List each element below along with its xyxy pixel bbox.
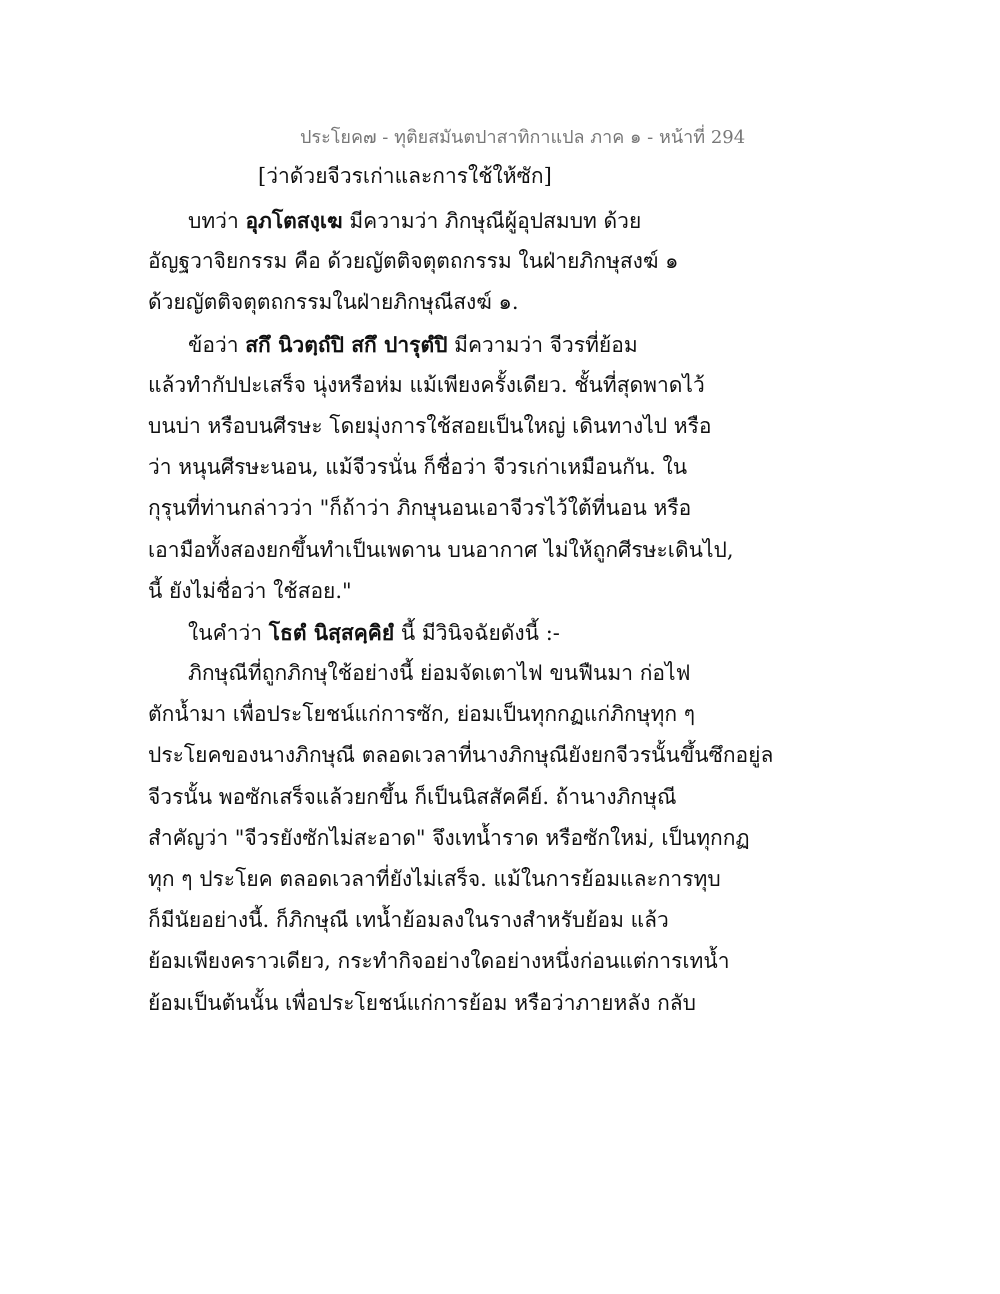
text-line: แล้วทำกัปปะเสร็จ นุ่งหรือห่ม แม้เพียงครั้งเดียว. ชั้นที่สุดพาดไว้	[148, 372, 705, 397]
text-line: ย้อมเป็นต้นนั้น เพื่อประโยชน์แก่การย้อม หรือว่าภายหลัง กลับ	[148, 990, 696, 1015]
text-line: ข้อว่า สกึ นิวตฺถํปิ สกึ ปารุตํปิ มีความว่า จีวรที่ย้อม	[188, 331, 638, 357]
text-line: อัญฐวาจิยกรรม คือ ด้วยญัตติจตุตถกรรม ในฝ่ายภิกษุสงฆ์ ๑	[148, 249, 679, 274]
pali-term: โธตํ นิสฺสคฺคิยํ	[268, 619, 395, 645]
text-line: ประโยคของนางภิกษุณี ตลอดเวลาที่นางภิกษุณียังยกจีวรนั้นขึ้นซึกอยู่ล	[148, 743, 774, 768]
text-line: ว่า หนุนศีรษะนอน, แม้จีวรนั่น ก็ชื่อว่า จีวรเก่าเหมือนกัน. ใน	[148, 455, 688, 480]
text-line: กุรุนที่ท่านกล่าวว่า "ก็ถ้าว่า ภิกษุนอนเอาจีวรไว้ใต้ที่นอน หรือ	[148, 496, 692, 521]
text-line: บนบ่า หรือบนศีรษะ โดยมุ่งการใช้สอยเป็นใหญ่ เดินทางไป หรือ	[148, 413, 712, 438]
text-line: ตักน้ำมา เพื่อประโยชน์แก่การซัก, ย่อมเป็นทุกกฏแก่ภิกษุทุก ๆ	[148, 702, 696, 727]
body-text	[148, 200, 774, 1024]
section-heading: [ว่าด้วยจีวรเก่าและการใช้ให้ซัก]	[258, 164, 552, 188]
pali-term: สกึ นิวตฺถํปิ สกึ ปารุตํปิ	[245, 331, 448, 357]
text-line: ก็มีนัยอย่างนี้. ก็ภิกษุณี เทน้ำย้อมลงในรางสำหรับย้อม แล้ว	[148, 908, 669, 933]
text-line: ย้อมเพียงคราวเดียว, กระทำกิจอย่างใดอย่างหนึ่งก่อนแต่การเทน้ำ	[148, 949, 730, 974]
text-line: บทว่า อุภโตสงฺเฆ มีความว่า ภิกษุณีผู้อุปสมบท ด้วย	[188, 208, 642, 233]
text-line: ในคำว่า โธตํ นิสฺสคฺคิยํ นี้ มีวินิจฉัยดังนี้ :-	[188, 619, 560, 645]
text-line: สำคัญว่า "จีวรยังซักไม่สะอาด" จึงเทน้ำราด หรือซักใหม่, เป็นทุกกฏ	[148, 825, 750, 850]
text-line: ภิกษุณีที่ถูกภิกษุใช้อย่างนี้ ย่อมจัดเตาไฟ ขนฟืนมา ก่อไฟ	[188, 661, 691, 686]
text-line: ด้วยญัตติจตุตถกรรมในฝ่ายภิกษุณีสงฆ์ ๑.	[148, 290, 519, 315]
page-header: ประโยค๗ - ทุติยสมันตปาสาทิกาแปล ภาค ๑ - หน้าที่ 294	[300, 127, 746, 148]
text-line: จีวรนั้น พอซักเสร็จแล้วยกขึ้น ก็เป็นนิสสัคคีย์. ถ้านางภิกษุณี	[148, 784, 677, 809]
pali-term: อุภโตสงฺเฆ	[245, 208, 343, 233]
text-line: นี้ ยังไม่ชื่อว่า ใช้สอย."	[148, 578, 352, 603]
text-line: เอามือทั้งสองยกขึ้นทำเป็นเพดาน บนอากาศ ไม่ให้ถูกศีรษะเดินไป,	[148, 537, 734, 562]
text-line: ทุก ๆ ประโยค ตลอดเวลาที่ยังไม่เสร็จ. แม้ในการย้อมและการทุบ	[148, 867, 721, 891]
